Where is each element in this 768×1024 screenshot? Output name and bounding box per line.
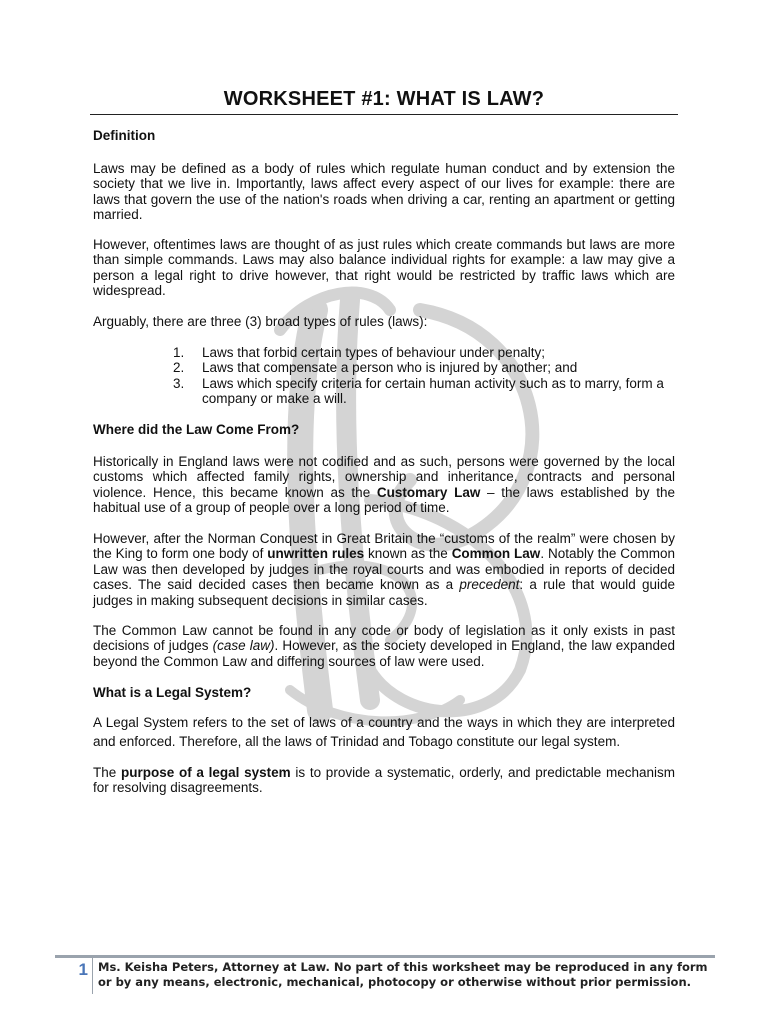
footer-separator bbox=[92, 958, 93, 994]
paragraph-definition-1: Laws may be defined as a body of rules which regulate human conduct and by extension the society that we live in. Importantly, laws affect every aspect of our lives for example: there are laws that govern the use of the nation's roads when driving a car, renting an apartment or getting married. bbox=[93, 161, 675, 223]
rule-types-list bbox=[173, 345, 675, 407]
list-text: Laws that compensate a person who is injured by another; and bbox=[202, 360, 578, 376]
heading-legal-system: What is a Legal System? bbox=[93, 685, 252, 700]
text-run: The Common Law cannot be found in any code or body of legislation as it only exists in past decisions of judges bbox=[93, 623, 675, 654]
text-run: . However, as the society developed in England, the law expanded beyond the Common Law and differing sources of law were used. bbox=[93, 638, 676, 669]
list-item bbox=[173, 345, 675, 360]
paragraph-origin-1 bbox=[93, 454, 675, 516]
term-purpose-legal-system: purpose of a legal system bbox=[120, 765, 291, 780]
text-run: Historically in England laws were not codified and as such, persons were governed by the local customs which affected family rights, ownership and inheritance, contracts and personal violence. Hence, this became known as the bbox=[93, 454, 675, 500]
term-case-law: (case law) bbox=[212, 638, 275, 654]
paragraph-origin-3 bbox=[93, 623, 675, 669]
paragraph-definition-2: However, oftentimes laws are thought of as just rules which create commands but laws are more than simple commands. Laws may also balance individual rights for example: a law may give a person a legal right to drive however, that right would be restricted by traffic laws which are widespread. bbox=[93, 237, 675, 299]
text-run: – the laws established by the habitual use of a group of people over a long period of time. bbox=[93, 484, 675, 516]
page-title: WORKSHEET #1: WHAT IS LAW? bbox=[223, 88, 545, 110]
term-common-law: Common Law bbox=[451, 546, 541, 562]
term-unwritten-rules: unwritten rules bbox=[267, 546, 365, 562]
page-number: 1 bbox=[78, 960, 88, 979]
text-run: However, after the Norman Conquest in Great Britain the “customs of the realm” were chosen by the King to form one body of bbox=[93, 531, 675, 562]
paragraph-legal-system-2 bbox=[93, 765, 675, 796]
term-customary-law: Customary Law bbox=[376, 484, 481, 500]
text-run: The bbox=[93, 765, 121, 780]
list-number: 3. bbox=[173, 375, 185, 391]
list-item bbox=[173, 360, 675, 375]
worksheet-content bbox=[93, 88, 676, 796]
paragraph-definition-3: Arguably, there are three (3) broad types of rules (laws): bbox=[93, 314, 428, 329]
heading-law-origin: Where did the Law Come From? bbox=[93, 422, 300, 437]
text-run: . Notably the Common Law was then developed by judges in the royal courts and was embodied in reports of decided cases. The said decided cases then became known as a bbox=[93, 546, 676, 593]
list-number: 1. bbox=[173, 345, 185, 360]
paragraph-legal-system-1: A Legal System refers to the set of laws of a country and the ways in which they are interpreted and enforced. Therefore, all the laws of Trinidad and Tobago constitute our legal system. bbox=[93, 715, 675, 749]
text-run: is to provide a systematic, orderly, and predictable mechanism for resolving disagreements. bbox=[93, 765, 676, 796]
list-text: Laws which specify criteria for certain human activity such as to marry, form a company or make a will. bbox=[202, 375, 664, 407]
text-run: known as the bbox=[364, 546, 452, 562]
list-number: 2. bbox=[173, 360, 185, 376]
text-run: : a rule that would guide judges in making subsequent decisions in similar cases. bbox=[93, 577, 675, 608]
footer-divider bbox=[55, 955, 715, 958]
list-item bbox=[173, 376, 675, 407]
term-precedent: precedent bbox=[459, 577, 520, 593]
list-text: Laws that forbid certain types of behaviour under penalty; bbox=[202, 345, 545, 360]
copyright-notice: Ms. Keisha Peters, Attorney at Law. No part of this worksheet may be reproduced in any form or by any means, electronic, mechanical, photocopy or otherwise without prior permission. bbox=[98, 960, 708, 989]
paragraph-origin-2 bbox=[93, 531, 675, 608]
heading-definition: Definition bbox=[93, 128, 156, 143]
